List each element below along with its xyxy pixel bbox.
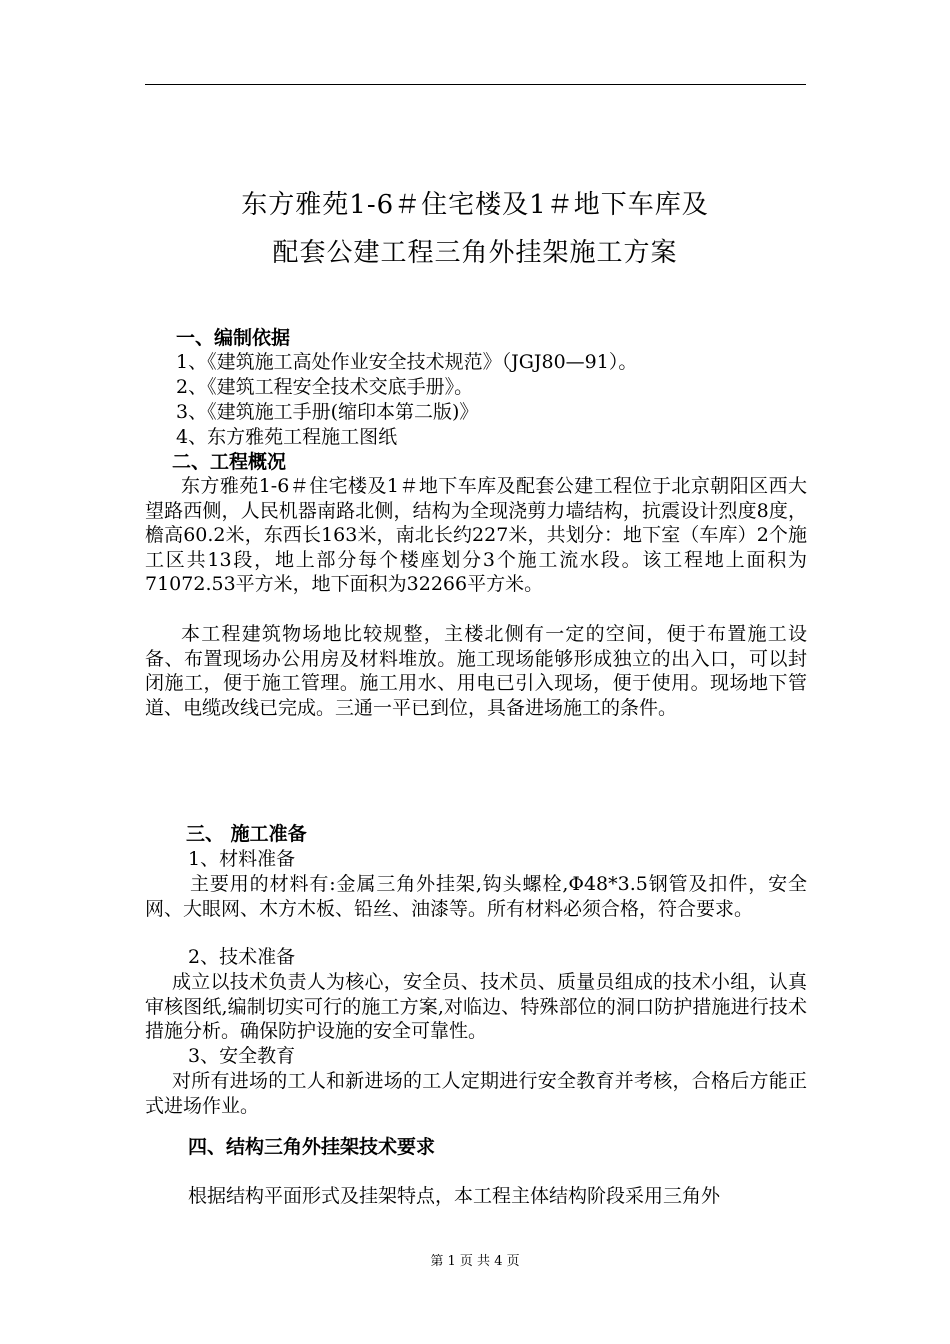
title-line-1: 东方雅苑1-6＃住宅楼及1＃地下车库及 (241, 190, 709, 220)
section2-heading: 二、工程概况 (172, 451, 287, 473)
reference-item-4: 4、东方雅苑工程施工图纸 (176, 426, 398, 448)
materials-paragraph: 主要用的材料有:金属三角外挂架,钩头螺栓,Φ48*3.5钢管及扣件，安全网、大眼网、木方木板、铅丝、油漆等。所有材料必须合格，符合要求。 (145, 873, 807, 920)
section1-heading: 一、编制依据 (176, 327, 291, 349)
title-line-2: 配套公建工程三角外挂架施工方案 (272, 238, 678, 268)
header-rule (145, 84, 806, 85)
safety-paragraph: 对所有进场的工人和新进场的工人定期进行安全教育并考核，合格后方能正式进场作业。 (145, 1070, 807, 1117)
subheading-technical: 2、技术准备 (188, 946, 296, 968)
overview-paragraph-2: 本工程建筑物场地比较规整，主楼北侧有一定的空间，便于布置施工设备、布置现场办公用房及材料堆放。施工现场能够形成独立的出入口，可以封闭施工，便于施工管理。施工用水、用电已引入现场，便于使用。现场地下管道、电缆改线已完成。三通一平已到位，具备进场施工的条件。 (145, 623, 807, 719)
page-number-footer: 第 1 页 共 4 页 (430, 1254, 520, 1269)
reference-item-1: 1、《建筑施工高处作业安全技术规范》（JGJ80—91）。 (176, 351, 638, 373)
reference-item-2: 2、《建筑工程安全技术交底手册》。 (176, 376, 474, 398)
technical-paragraph: 成立以技术负责人为核心，安全员、技术员、质量员组成的技术小组，认真审核图纸,编制切实可行的施工方案,对临边、特殊部位的洞口防护措施进行技术措施分析。确保防护设施的安全可靠性。 (145, 971, 807, 1042)
subheading-materials: 1、材料准备 (188, 848, 296, 870)
requirements-paragraph: 根据结构平面形式及挂架特点，本工程主体结构阶段采用三角外 (188, 1185, 721, 1207)
overview-paragraph-1: 东方雅苑1-6＃住宅楼及1＃地下车库及配套公建工程位于北京朝阳区西大望路西侧，人民机器南路北侧，结构为全现浇剪力墙结构，抗震设计烈度8度，檐高60.2米，东西长163米，南北长约227米，共划分：地下室（车库）2个施工区共13段，地上部分每个楼座划分3个施工流水段。该工程地上面积为71072.53平方米，地下面积为32266平方米。 (145, 475, 807, 595)
section4-heading: 四、结构三角外挂架技术要求 (188, 1136, 436, 1158)
section3-heading: 三、 施工准备 (186, 823, 307, 845)
reference-item-3: 3、《建筑施工手册(缩印本第二版)》 (176, 401, 479, 423)
subheading-safety: 3、安全教育 (188, 1045, 296, 1067)
